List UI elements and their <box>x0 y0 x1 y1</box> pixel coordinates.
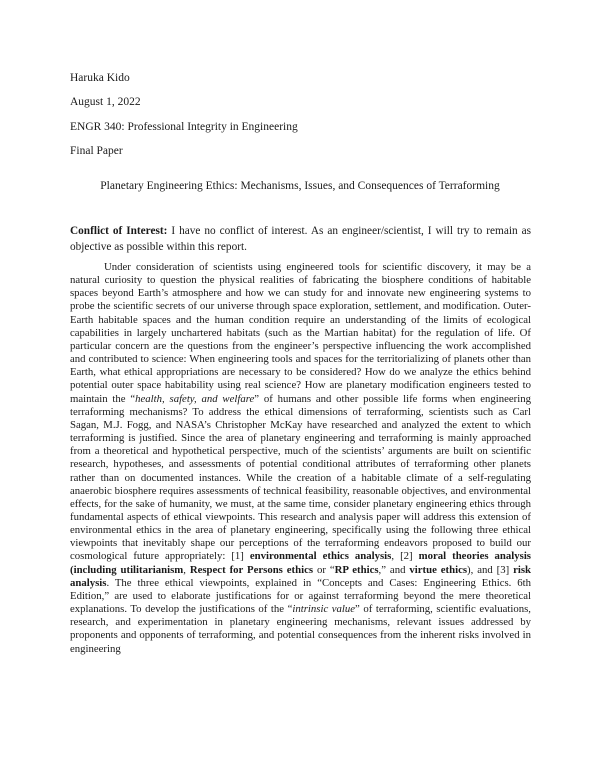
body-text-8: . The three ethical viewpoints, explained in “Concepts and Cases: Engineering Ethics. 6th Edition,” are used to elaborate justifications for or against terraforming beyond the mere theoretical explanations. To develop the justifications of the “ <box>70 576 531 616</box>
author-name: Haruka Kido <box>70 72 130 84</box>
bold-rp-ethics: RP ethics <box>334 563 379 576</box>
bold-virtue-ethics: virtue ethics <box>409 563 468 576</box>
paper-title: Planetary Engineering Ethics: Mechanisms, Issues, and Consequences of Terraforming <box>100 180 500 192</box>
coi-text: I have no conflict of interest. As an engineer/scientist, I will try to remain as objective as possible within this report. <box>70 225 531 253</box>
italic-health-safety-welfare: health, safety, and welfare <box>135 392 255 405</box>
body-text-3: , [2] <box>391 550 419 563</box>
bold-risk-analysis: risk analysis <box>70 563 532 589</box>
italic-intrinsic-value: intrinsic value <box>292 603 356 616</box>
bold-respect-for-persons: Respect for Persons ethics <box>189 563 314 576</box>
coi-label: Conflict of Interest: <box>70 225 168 237</box>
body-text-9: ” of terraforming, scientific evaluations, research, and experimentation in planetary engineering mechanisms, relevant issues addressed by proponents and opponents of terraforming, and potential consequences from the inherent risks involved in engineering <box>70 603 531 655</box>
body-text-4: , <box>183 563 190 576</box>
body-text-6: ,” and <box>378 563 410 576</box>
body-text-7: ), and [3] <box>467 563 514 576</box>
body-text-2: ” of humans and other possible life forms when engineering terraforming mechanisms? To address the ethical dimensions of terraforming, scientists such as Carl Sagan, M.J. Fogg, and NASA’s Christopher McKay have researched and analyzed the extent to which terraforming is justified. Since the area of planetary engineering and terraforming is mainly approached from a theoretical and hypothetical perspective, much of the scientists’ arguments are built on scientific research, hypotheses, and assessments of potential conditional attributes of terraforming other planets rather than on documented instances. While the creation of a habitable climate of a self-regulating anaerobic biosphere requires assessments of technical feasibility, reasonable objectives, and environmental effects, for the sake of humanity, we must, at the same time, consider planetary engineering ethics through fundamental aspects of ethical viewpoints. This research and analysis paper will address this extension of environmental ethics in the area of planetary engineering, specifically using the following three ethical viewpoints that inevitably shape our perceptions of the terraforming endeavors proposed to build our cosmological future appropriately: [1] <box>70 392 531 563</box>
bold-environmental-ethics: environmental ethics analysis <box>249 550 392 563</box>
body-text-5: or “ <box>313 563 335 576</box>
course-title: ENGR 340: Professional Integrity in Engineering <box>70 121 298 133</box>
conflict-of-interest <box>70 224 531 255</box>
bold-moral-theories: moral theories analysis (including utilitarianism <box>70 550 531 576</box>
date: August 1, 2022 <box>70 96 141 108</box>
body-text-1: Under consideration of scientists using engineered tools for scientific discovery, it may be a natural curiosity to question the physical realities of fabricating the biosphere conditions of habitable spaces beyond Earth’s atmosphere and how we can study for and innovate new engineering systems to probe the scientific secrets of our universe through space exploration, settlement, and modification. Outer-Earth habitable spaces and the human condition require an understanding of the limits of ecological capabilities in largely unchartered habitats (such as the Martian habitat) for the regulation of life. Of particular concern are the questions from the engineer’s perspective influencing the work accomplished and contributed to science: When engineering tools and spaces for the territorializing of planets other than Earth, what ethical appropriations are necessary to be considered? How do we analyze the ethics behind potential outer space habitability using real science? How are planetary modification engineers tested to maintain the “ <box>70 261 531 405</box>
body-paragraph <box>70 261 531 656</box>
document-type: Final Paper <box>70 145 123 157</box>
